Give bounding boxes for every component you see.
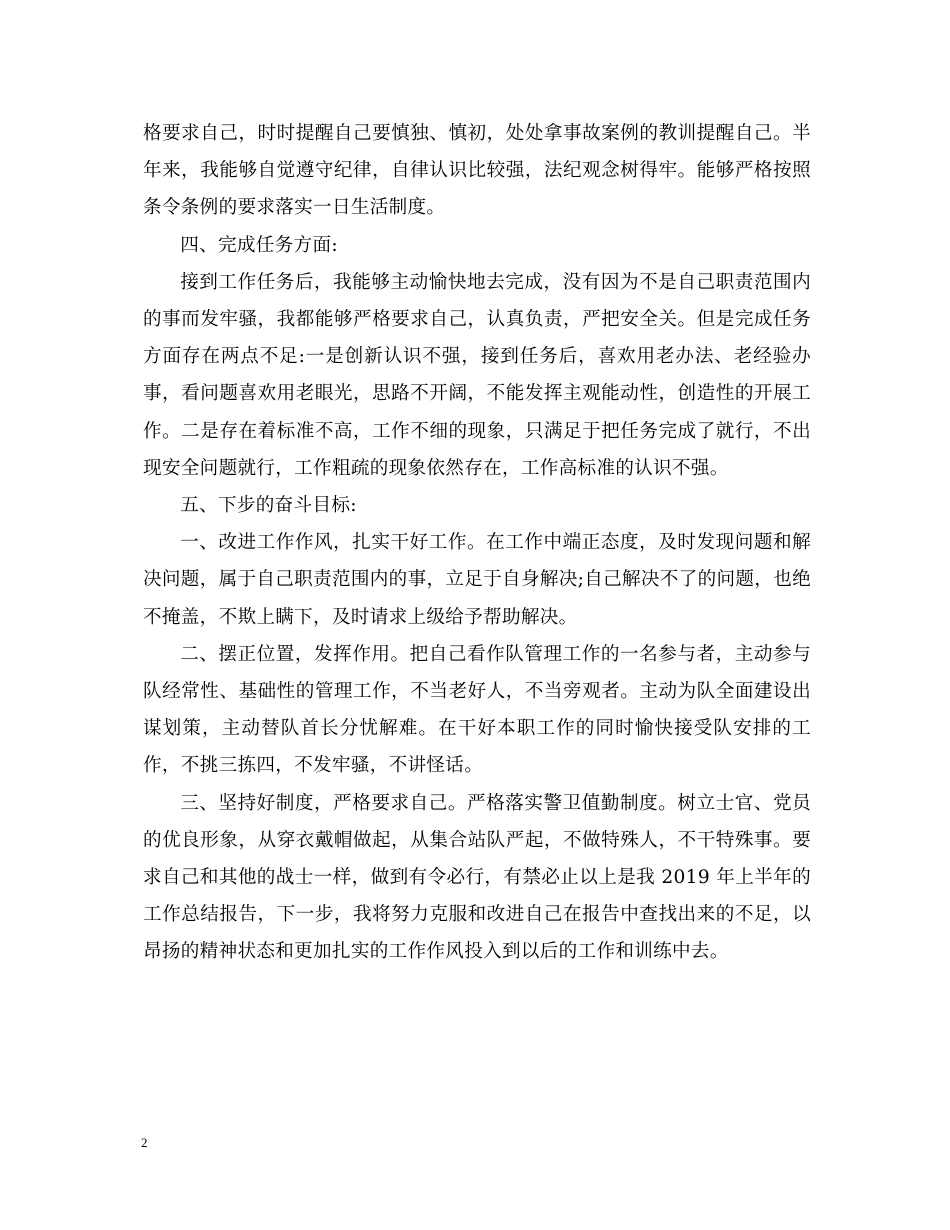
document-body bbox=[143, 115, 811, 971]
section-heading-4: 四、完成任务方面: bbox=[180, 234, 338, 256]
paragraph-1: 格要求自己，时时提醒自己要慎独、慎初，处处拿事故案例的教训提醒自己。半年来，我能够自觉遵守纪律，自律认识比较强，法纪观念树得牢。能够严格按照条令条例的要求落实一日生活制度。 bbox=[143, 123, 811, 219]
paragraph-2: 接到工作任务后，我能够主动愉快地去完成，没有因为不是自己职责范围内的事而发牢骚，我都能够严格要求自己，认真负责，严把安全关。但是完成任务方面存在两点不足:一是创新认识不强，接到任务后，喜欢用老办法、老经验办事，看问题喜欢用老眼光，思路不开阔，不能发挥主观能动性，创造性的开展工作。二是存在着标准不高，工作不细的现象，只满足于把任务完成了就行，不出现安全问题就行，工作粗疏的现象依然存在，工作高标准的认识不强。 bbox=[143, 271, 811, 479]
page-number: 2 bbox=[141, 1135, 148, 1150]
section-heading-5: 五、下步的奋斗目标: bbox=[180, 495, 357, 517]
goal-item-1: 一、改进工作作风，扎实干好工作。在工作中端正态度，及时发现问题和解决问题，属于自己职责范围内的事，立足于自身解决;自己解决不了的问题，也绝不掩盖，不欺上瞒下，及时请求上级给予帮助解决。 bbox=[143, 532, 811, 628]
goal-item-2: 二、摆正位置，发挥作用。把自己看作队管理工作的一名参与者，主动参与队经常性、基础性的管理工作，不当老好人，不当旁观者。主动为队全面建设出谋划策，主动替队首长分忧解难。在干好本职工作的同时愉快接受队安排的工作，不挑三拣四，不发牢骚，不讲怪话。 bbox=[143, 643, 811, 777]
goal-item-3: 三、坚持好制度，严格要求自己。严格落实警卫值勤制度。树立士官、党员的优良形象，从穿衣戴帽做起，从集合站队严起，不做特殊人，不干特殊事。要求自己和其他的战士一样，做到有令必行，有禁必止以上是我 2019 年上半年的工作总结报告，下一步，我将努力克服和改进自己在报告中查找出来的不足，以昂扬的精神状态和更加扎实的工作作风投入到以后的工作和训练中去。 bbox=[143, 792, 811, 963]
